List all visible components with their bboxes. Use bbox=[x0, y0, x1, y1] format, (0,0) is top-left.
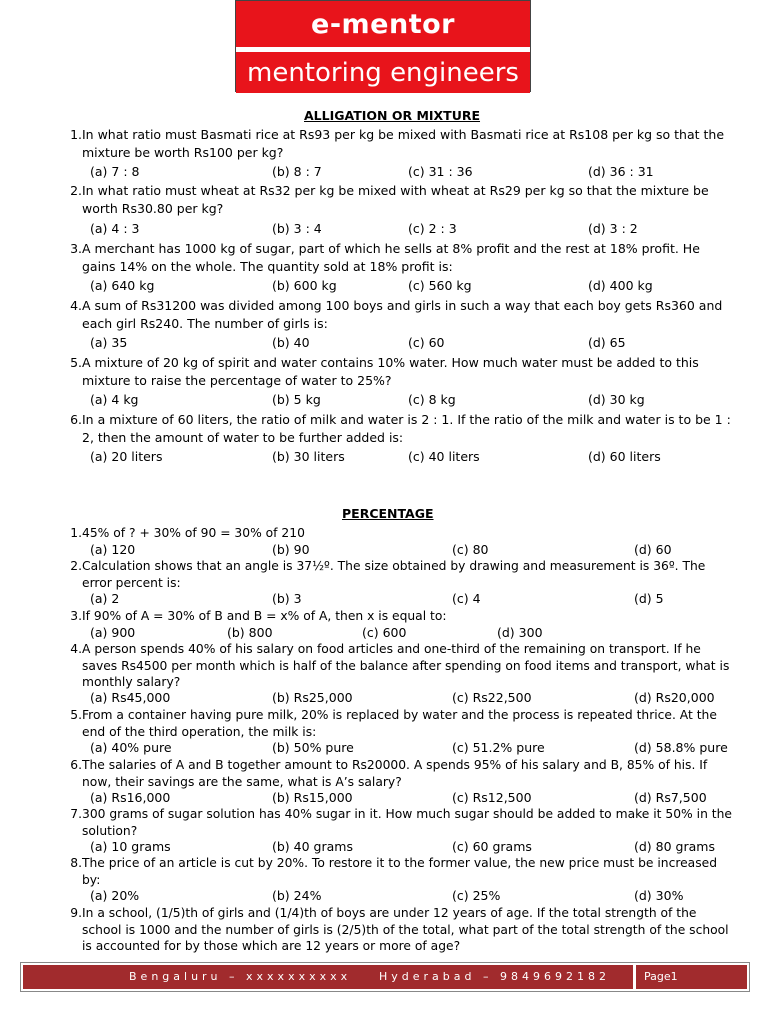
question-text: From a container having pure milk, 20% is replaced by water and the process is repeated thrice. At the end of the third operation, the milk is: bbox=[82, 708, 717, 739]
question-number: 9. bbox=[70, 906, 82, 920]
question-number: 4. bbox=[70, 642, 82, 656]
option-b: (b) Rs25,000 bbox=[272, 690, 353, 705]
question-text: In a school, (1/5)th of girls and (1/4)th of boys are under 12 years of age. If the total strength of the school is 1000 and the number of girls is (2/5)th of the total, what part of the total strength of the school is accounted for by those which are 12 years or more of age? bbox=[82, 906, 729, 953]
question-text: Calculation shows that an angle is 37½º. The size obtained by drawing and measurement is 36º. The error percent is: bbox=[82, 559, 706, 590]
option-b: (b) 50% pure bbox=[272, 740, 354, 755]
option-b: (b) 90 bbox=[272, 542, 310, 557]
option-c: (c) 80 bbox=[452, 542, 489, 557]
question-number: 1. bbox=[70, 127, 82, 142]
option-a: (a) 120 bbox=[90, 542, 136, 557]
option-b: (b) 40 bbox=[272, 335, 310, 350]
question-text: In what ratio must Basmati rice at Rs93 per kg be mixed with Basmati rice at Rs108 per kg so that the mixture be worth Rs100 per kg? bbox=[82, 127, 725, 160]
option-b: (b) 5 kg bbox=[272, 392, 321, 407]
question-text: The price of an article is cut by 20%. To restore it to the former value, the new price must be increased by: bbox=[82, 856, 717, 887]
option-d: (d) 58.8% pure bbox=[634, 740, 728, 755]
question-text: A sum of Rs31200 was divided among 100 boys and girls in such a way that each boy gets Rs360 and each girl Rs240. The number of girls is: bbox=[82, 298, 723, 331]
option-d: (d) 30% bbox=[634, 888, 684, 903]
question-item bbox=[62, 608, 732, 625]
footer-location-hyderabad: Hyderabad – 9849692182 bbox=[379, 970, 610, 983]
question-item bbox=[62, 126, 732, 164]
option-d: (d) Rs20,000 bbox=[634, 690, 715, 705]
question-number: 2. bbox=[70, 183, 82, 198]
option-a: (a) 20 liters bbox=[90, 449, 163, 464]
question-item bbox=[62, 525, 732, 542]
option-c: (c) 560 kg bbox=[408, 278, 472, 293]
brand-tagline: mentoring engineers bbox=[236, 50, 530, 93]
option-c: (c) Rs12,500 bbox=[452, 790, 532, 805]
option-d: (d) 30 kg bbox=[588, 392, 645, 407]
question-text: A mixture of 20 kg of spirit and water contains 10% water. How much water must be added to this mixture to raise the percentage of water to 25%? bbox=[82, 355, 699, 388]
question-text: In what ratio must wheat at Rs32 per kg be mixed with wheat at Rs29 per kg so that the mixture be worth Rs30.80 per kg? bbox=[82, 183, 709, 216]
option-b: (b) Rs15,000 bbox=[272, 790, 353, 805]
question-number: 2. bbox=[70, 559, 82, 573]
option-a: (a) 40% pure bbox=[90, 740, 172, 755]
option-c: (c) 2 : 3 bbox=[408, 221, 457, 236]
question-number: 1. bbox=[70, 526, 82, 540]
section-title-percentage: PERCENTAGE bbox=[342, 506, 434, 521]
question-item bbox=[62, 297, 732, 335]
question-item bbox=[62, 855, 732, 888]
option-b: (b) 30 liters bbox=[272, 449, 345, 464]
option-a: (a) 640 kg bbox=[90, 278, 155, 293]
question-text: A merchant has 1000 kg of sugar, part of which he sells at 8% profit and the rest at 18% profit. He gains 14% on the whole. The quantity sold at 18% profit is: bbox=[82, 241, 700, 274]
question-item bbox=[62, 240, 732, 278]
question-item bbox=[62, 354, 732, 392]
option-b: (b) 800 bbox=[227, 625, 273, 640]
option-c: (c) 60 bbox=[408, 335, 445, 350]
question-number: 6. bbox=[70, 412, 82, 427]
footer-location-bengaluru: Bengaluru – xxxxxxxxxx bbox=[129, 970, 352, 983]
option-a: (a) 10 grams bbox=[90, 839, 171, 854]
question-text: 300 grams of sugar solution has 40% sugar in it. How much sugar should be added to make it 50% in the solution? bbox=[82, 807, 732, 838]
question-item bbox=[62, 757, 732, 790]
option-c: (c) 8 kg bbox=[408, 392, 456, 407]
option-a: (a) Rs16,000 bbox=[90, 790, 171, 805]
option-c: (c) Rs22,500 bbox=[452, 690, 532, 705]
option-a: (a) Rs45,000 bbox=[90, 690, 171, 705]
page-footer bbox=[20, 962, 750, 992]
option-b: (b) 40 grams bbox=[272, 839, 353, 854]
question-number: 7. bbox=[70, 807, 82, 821]
option-d: (d) 5 bbox=[634, 591, 664, 606]
option-d: (d) Rs7,500 bbox=[634, 790, 707, 805]
question-number: 8. bbox=[70, 856, 82, 870]
option-a: (a) 4 : 3 bbox=[90, 221, 140, 236]
question-item bbox=[62, 806, 732, 839]
question-text: The salaries of A and B together amount to Rs20000. A spends 95% of his salary and B, 85% of his. If now, their savings are the same, what is A’s salary? bbox=[82, 758, 708, 789]
option-d: (d) 3 : 2 bbox=[588, 221, 638, 236]
option-b: (b) 8 : 7 bbox=[272, 164, 322, 179]
question-item bbox=[62, 707, 732, 740]
question-number: 3. bbox=[70, 609, 82, 623]
option-c: (c) 60 grams bbox=[452, 839, 532, 854]
option-a: (a) 7 : 8 bbox=[90, 164, 140, 179]
question-text: In a mixture of 60 liters, the ratio of milk and water is 2 : 1. If the ratio of the milk and water is to be 1 : 2, then the amount of water to be further added is: bbox=[82, 412, 731, 445]
question-text: A person spends 40% of his salary on food articles and one-third of the remaining on transport. If he saves Rs4500 per month which is half of the balance after spending on food items and transport, what is monthly salary? bbox=[82, 642, 730, 689]
option-b: (b) 3 bbox=[272, 591, 302, 606]
option-c: (c) 40 liters bbox=[408, 449, 480, 464]
page-number: Page1 bbox=[644, 970, 678, 983]
option-a: (a) 35 bbox=[90, 335, 128, 350]
option-c: (c) 600 bbox=[362, 625, 407, 640]
option-c: (c) 4 bbox=[452, 591, 481, 606]
option-d: (d) 60 bbox=[634, 542, 672, 557]
question-text: 45% of ? + 30% of 90 = 30% of 210 bbox=[82, 526, 305, 540]
option-d: (d) 60 liters bbox=[588, 449, 661, 464]
question-number: 6. bbox=[70, 758, 82, 772]
option-c: (c) 51.2% pure bbox=[452, 740, 545, 755]
question-number: 4. bbox=[70, 298, 82, 313]
question-number: 5. bbox=[70, 708, 82, 722]
question-text: If 90% of A = 30% of B and B = x% of A, then x is equal to: bbox=[82, 609, 447, 623]
option-a: (a) 4 kg bbox=[90, 392, 139, 407]
option-a: (a) 900 bbox=[90, 625, 136, 640]
question-item bbox=[62, 641, 732, 691]
option-b: (b) 3 : 4 bbox=[272, 221, 322, 236]
brand-title: e-mentor bbox=[236, 1, 530, 47]
option-d: (d) 36 : 31 bbox=[588, 164, 654, 179]
question-number: 5. bbox=[70, 355, 82, 370]
option-d: (d) 80 grams bbox=[634, 839, 715, 854]
option-b: (b) 24% bbox=[272, 888, 322, 903]
option-d: (d) 65 bbox=[588, 335, 626, 350]
option-a: (a) 2 bbox=[90, 591, 120, 606]
question-item bbox=[62, 558, 732, 591]
option-d: (d) 400 kg bbox=[588, 278, 653, 293]
section-title-alligation: ALLIGATION OR MIXTURE bbox=[304, 108, 481, 123]
option-c: (c) 25% bbox=[452, 888, 501, 903]
option-c: (c) 31 : 36 bbox=[408, 164, 473, 179]
question-item bbox=[62, 411, 732, 449]
option-d: (d) 300 bbox=[497, 625, 543, 640]
question-item bbox=[62, 182, 732, 220]
brand-header bbox=[235, 0, 531, 92]
option-b: (b) 600 kg bbox=[272, 278, 337, 293]
question-item bbox=[62, 905, 732, 955]
footer-page-bar bbox=[636, 965, 747, 989]
footer-contact-bar bbox=[23, 965, 633, 989]
question-number: 3. bbox=[70, 241, 82, 256]
option-a: (a) 20% bbox=[90, 888, 140, 903]
